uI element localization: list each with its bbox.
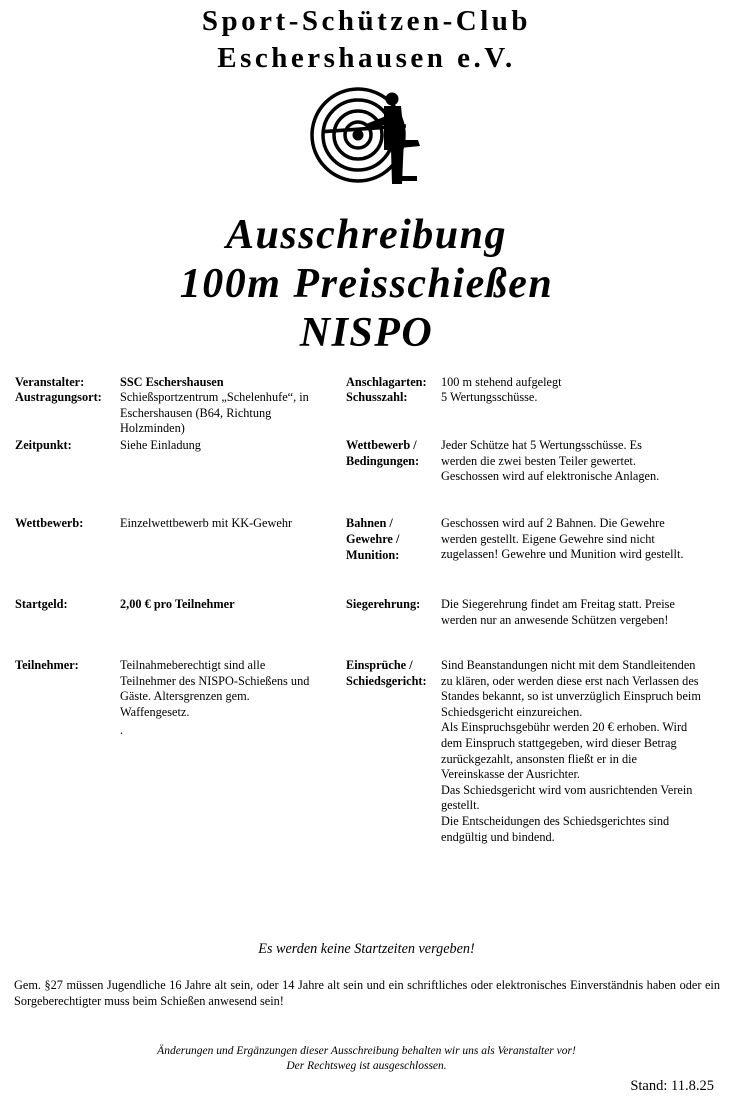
value-teilnehmer-dot: .: [120, 723, 124, 737]
value-einsprueche: [441, 658, 703, 845]
label-wettbewerb-bedingungen-1: Wettbewerb /: [346, 438, 417, 452]
value-veranstalter: SSC Eschershausen: [120, 375, 224, 389]
label-bahnen-2: Gewehre /: [346, 532, 400, 546]
label-austragungsort: Austragungsort:: [15, 390, 102, 404]
value-wettbewerb: Einzelwettbewerb mit KK-Gewehr: [120, 516, 293, 530]
value-bahnen: Geschossen wird auf 2 Bahnen. Die Gewehre werden gestellt. Eigene Gewehre sind nicht zugelassen! Gewehre und Munition wird gestellt.: [441, 516, 684, 562]
value-teilnehmer: Teilnahmeberechtigt sind alle Teilnehmer des NISPO-Schießens und Gäste. Altersgrenzen gem. Waffengesetz.: [120, 658, 310, 719]
club-name-line2: Eschershausen e.V.: [217, 42, 516, 74]
value-austragungsort: Schießsportzentrum „Schelenhufe“, in Eschershausen (B64, Richtung Holzminden): [120, 390, 309, 436]
stand-date: Stand: 11.8.25: [630, 1078, 714, 1094]
club-logo-target-shooter-icon: [306, 80, 422, 192]
value-anschlagarten: 100 m stehend aufgelegt: [441, 375, 562, 389]
label-bahnen-3: Munition:: [346, 548, 400, 562]
label-veranstalter: Veranstalter:: [15, 375, 85, 389]
title-line3: NISPO: [299, 310, 434, 356]
title-line1: Ausschreibung: [226, 212, 507, 258]
club-name-line1: Sport-Schützen-Club: [201, 5, 532, 37]
label-siegerehrung: Siegerehrung:: [346, 597, 421, 611]
value-zeitpunkt: Siehe Einladung: [120, 438, 201, 452]
title-line2: 100m Preisschießen: [179, 261, 554, 307]
label-anschlagarten: Anschlagarten:: [346, 375, 427, 389]
label-wettbewerb: Wettbewerb:: [15, 516, 84, 530]
label-zeitpunkt: Zeitpunkt:: [15, 438, 72, 452]
einsprueche-para-2: Als Einspruchsgebühr werden 20 € erhoben. Wird dem Einspruch stattgegeben, wird dieser Betrag zurückgezahlt, ansonsten fließt er in die Vereinskasse der Ausrichter.: [441, 720, 688, 782]
label-teilnehmer: Teilnehmer:: [15, 658, 79, 672]
label-wettbewerb-bedingungen-2: Bedingungen:: [346, 454, 420, 468]
value-schusszahl: 5 Wertungsschüsse.: [441, 390, 538, 404]
disclaimer-line2: Der Rechtsweg ist ausgeschlossen.: [286, 1060, 447, 1072]
value-startgeld: 2,00 € pro Teilnehmer: [120, 597, 235, 611]
value-siegerehrung: Die Siegerehrung findet am Freitag statt. Preise werden nur an anwesende Schützen vergeben!: [441, 597, 675, 627]
youth-rule-paragraph: Gem. §27 müssen Jugendliche 16 Jahre alt sein, oder 14 Jahre alt sein und ein schriftliches oder elektronisches Einverständnis haben oder ein Sorgeberechtigter muss beim Schießen anwesend sein!: [14, 978, 720, 1008]
label-schusszahl: Schusszahl:: [346, 390, 408, 404]
disclaimer-line1: Änderungen und Ergänzungen dieser Ausschreibung behalten wir uns als Veranstalter vor!: [157, 1045, 576, 1057]
einsprueche-para-3: Das Schiedsgericht wird vom ausrichtenden Verein gestellt.: [441, 782, 693, 813]
einsprueche-para-1: Sind Beanstandungen nicht mit dem Standleitenden zu klären, oder werden diese erst nach Verlassen des Standes bekannt, so ist unverzüglich Einspruch beim Schiedsgericht einzureichen.: [441, 658, 701, 719]
value-wettbewerb-bedingungen: Jeder Schütze hat 5 Wertungsschüsse. Es werden die zwei besten Teiler gewertet. Geschossen wird auf elektronische Anlagen.: [441, 438, 660, 484]
notice-no-start-times: Es werden keine Startzeiten vergeben!: [258, 941, 475, 957]
label-einsprueche-1: Einsprüche /: [346, 658, 413, 672]
label-bahnen-1: Bahnen /: [346, 516, 393, 530]
einsprueche-para-4: Die Entscheidungen des Schiedsgerichtes sind endgültig und bindend.: [441, 813, 670, 844]
label-einsprueche-2: Schiedsgericht:: [346, 674, 427, 688]
label-startgeld: Startgeld:: [15, 597, 68, 611]
